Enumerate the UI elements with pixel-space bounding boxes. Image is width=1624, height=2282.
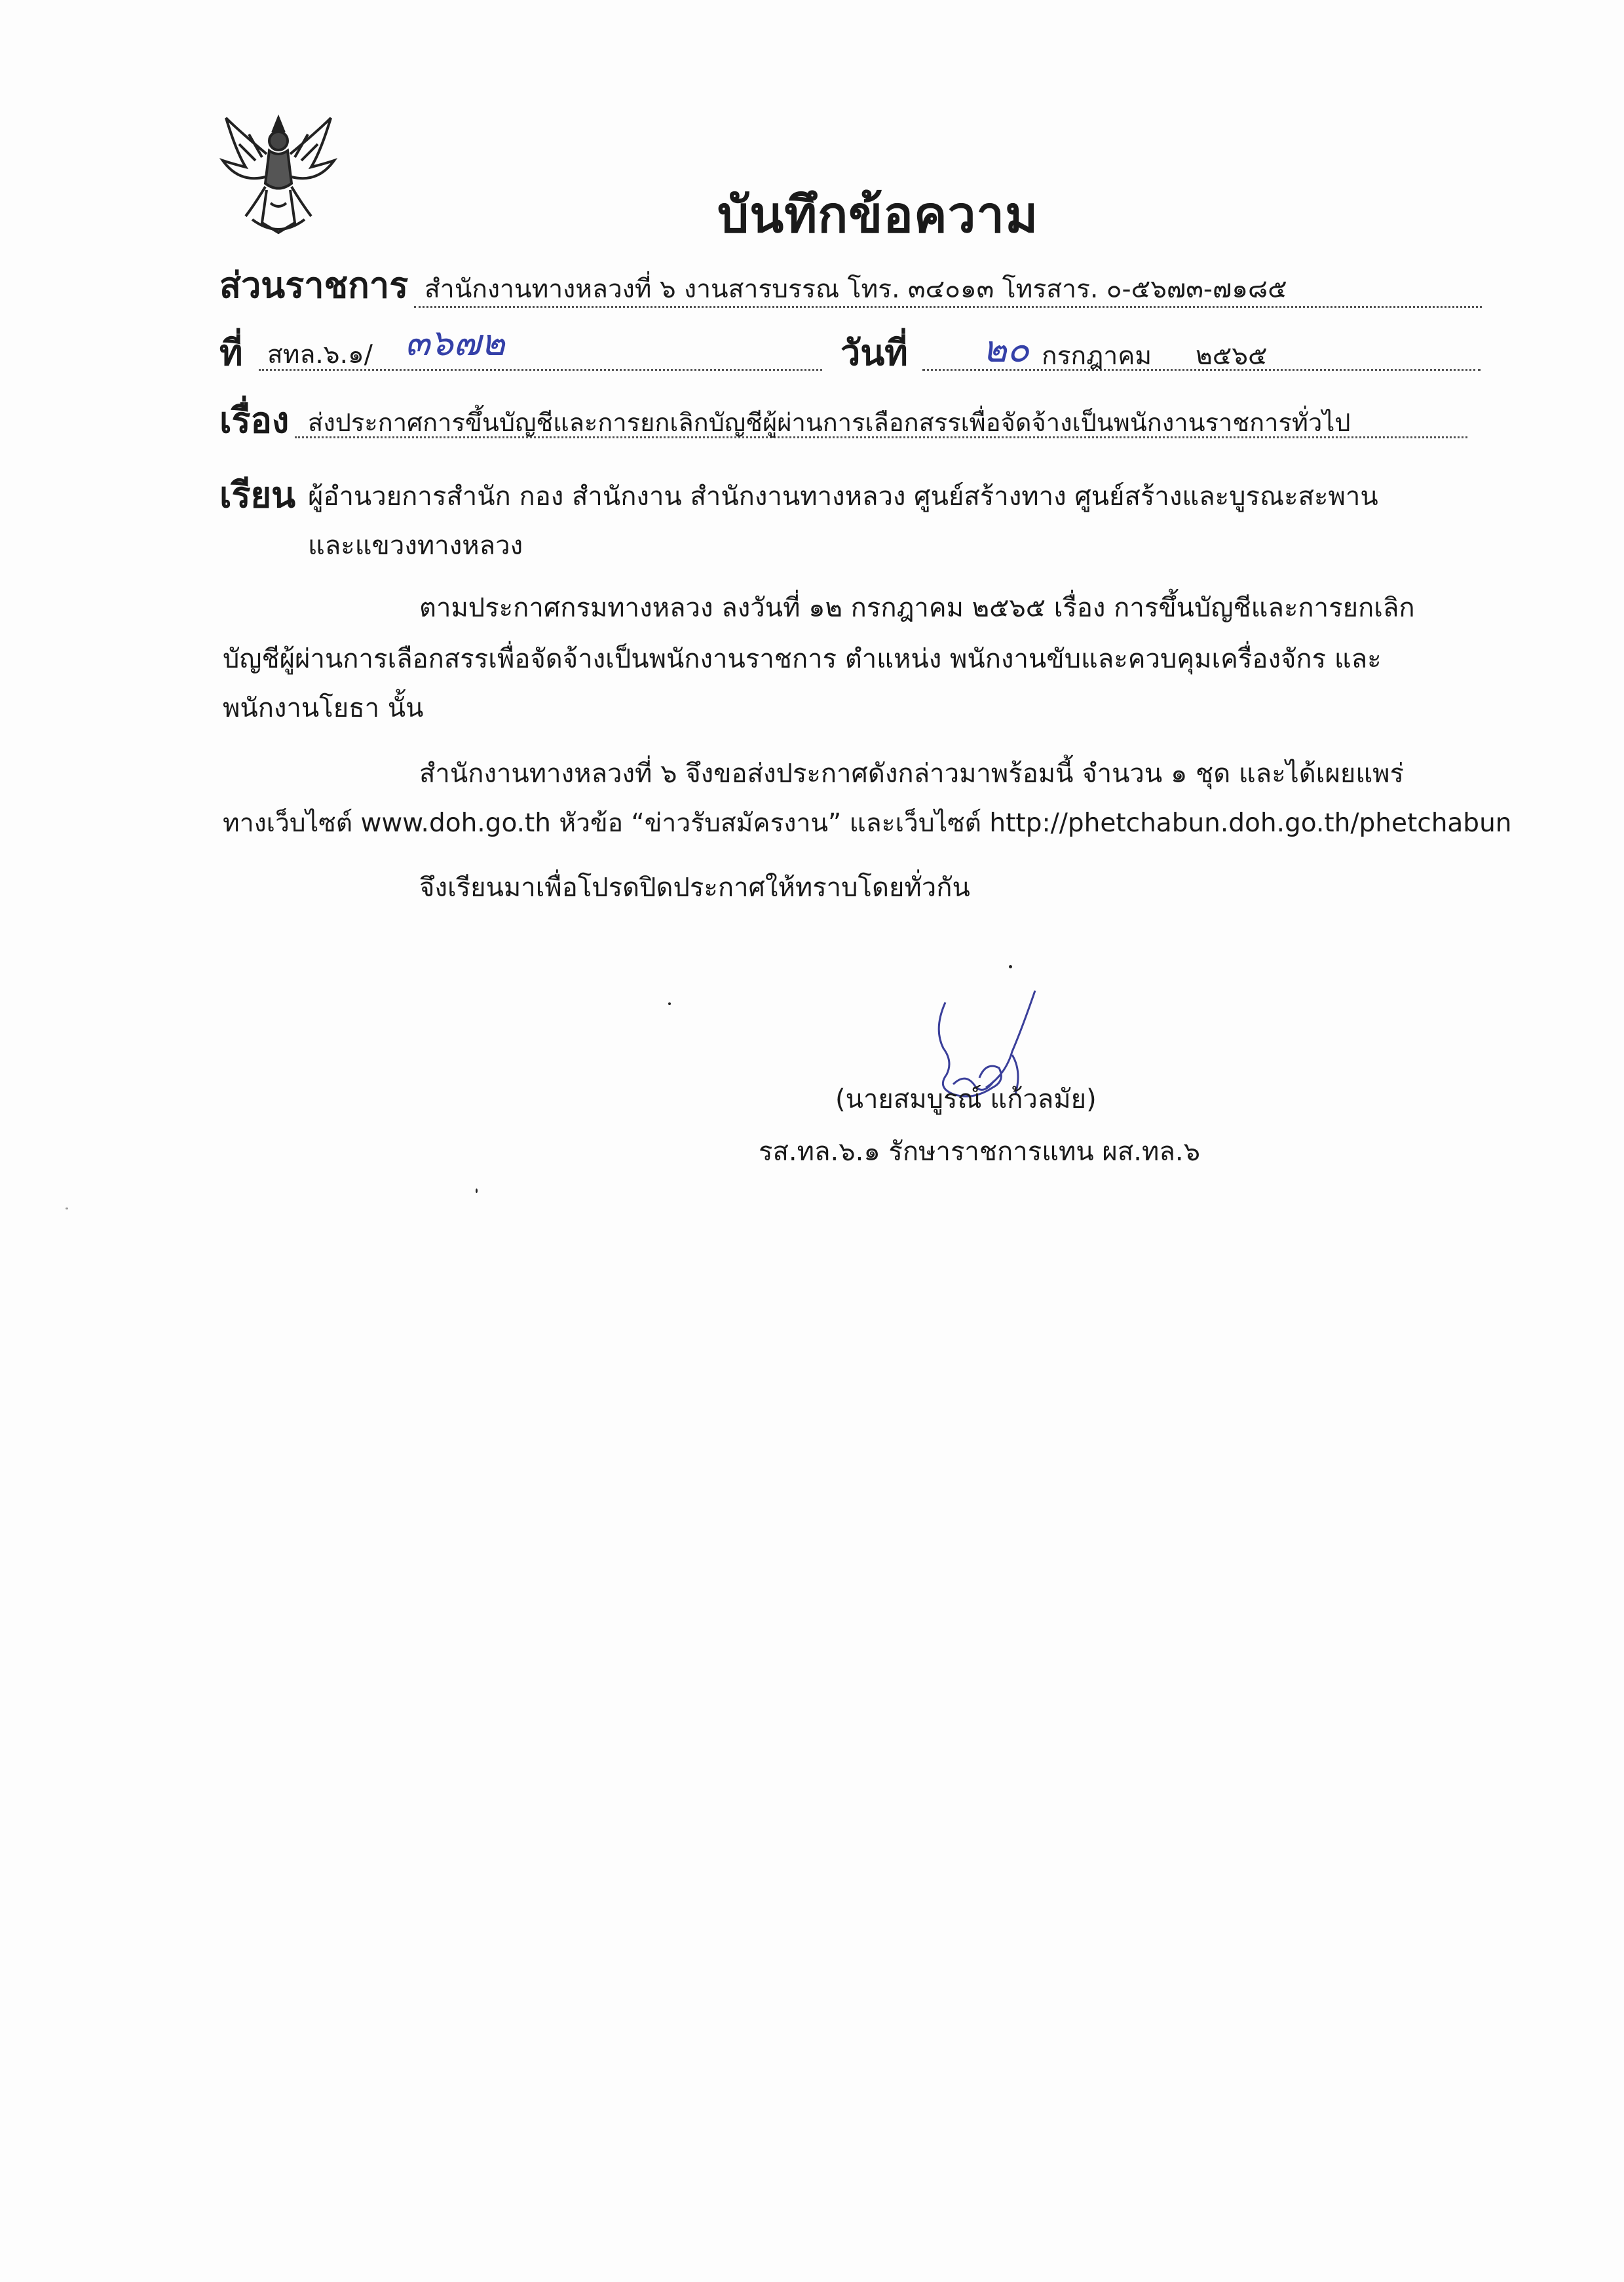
signer-name: (นายสมบูรณ์ แก้วลมัย): [835, 1084, 1097, 1114]
memo-title: บันทึกข้อความ: [717, 185, 1039, 244]
date-month: กรกฎาคม: [1042, 341, 1152, 371]
reference-prefix: สทล.๖.๑/: [267, 340, 373, 370]
closing-paragraph: จึงเรียนมาเพื่อโปรดปิดประกาศให้ทราบโดยทั่วกัน: [419, 873, 970, 903]
date-day-handwritten: ๒๐: [983, 328, 1030, 371]
department-value: สำนักงานทางหลวงที่ ๖ งานสารบรรณ โทร. ๓๔๐๑๓ โทรสาร. ๐-๕๖๗๓-๗๑๘๕: [425, 275, 1287, 304]
signer-position: รส.ทล.๖.๑ รักษาราชการแทน ผส.ทล.๖: [759, 1137, 1200, 1167]
scan-speck: [668, 1002, 671, 1005]
garuda-emblem-icon: [219, 105, 337, 242]
scan-speck: [476, 1189, 478, 1193]
to-line-1: ผู้อำนวยการสำนัก กอง สำนักงาน สำนักงานทางหลวง ศูนย์สร้างทาง ศูนย์สร้างและบูรณะสะพาน: [308, 482, 1378, 512]
date-label: วันที่: [840, 332, 908, 373]
subject-value: ส่งประกาศการขึ้นบัญชีและการยกเลิกบัญชีผู้ผ่านการเลือกสรรเพื่อจัดจ้างเป็นพนักงานราชการทั่วไป: [308, 408, 1351, 437]
subject-label: เรื่อง: [219, 400, 290, 441]
scan-speck: [66, 1208, 68, 1209]
paragraph-1-line-1: ตามประกาศกรมทางหลวง ลงวันที่ ๑๒ กรกฎาคม ๒๕๖๕ เรื่อง การขึ้นบัญชีและการยกเลิก: [419, 593, 1415, 623]
scan-speck: [1009, 965, 1012, 968]
to-line-2: และแขวงทางหลวง: [308, 531, 523, 561]
paragraph-2-line-2: ทางเว็บไซต์ www.doh.go.th หัวข้อ “ข่าวรับสมัครงาน” และเว็บไซต์ http://phetchabun.doh.go.th/phetchabun: [223, 808, 1512, 838]
reference-label: ที่: [219, 332, 243, 373]
paragraph-1-line-3: พนักงานโยธา นั้น: [223, 693, 424, 723]
paragraph-1-line-2: บัญชีผู้ผ่านการเลือกสรรเพื่อจัดจ้างเป็นพนักงานราชการ ตำแหน่ง พนักงานขับและควบคุมเครื่องจักร และ: [223, 644, 1382, 674]
department-label: ส่วนราชการ: [219, 265, 409, 306]
date-year: ๒๕๖๕: [1196, 341, 1268, 371]
to-label: เรียน: [219, 474, 296, 516]
reference-handwritten-number: ๓๖๗๒: [405, 322, 505, 364]
paragraph-2-line-1: สำนักงานทางหลวงที่ ๖ จึงขอส่งประกาศดังกล่าวมาพร้อมนี้ จำนวน ๑ ชุด และได้เผยแพร่: [419, 759, 1404, 789]
